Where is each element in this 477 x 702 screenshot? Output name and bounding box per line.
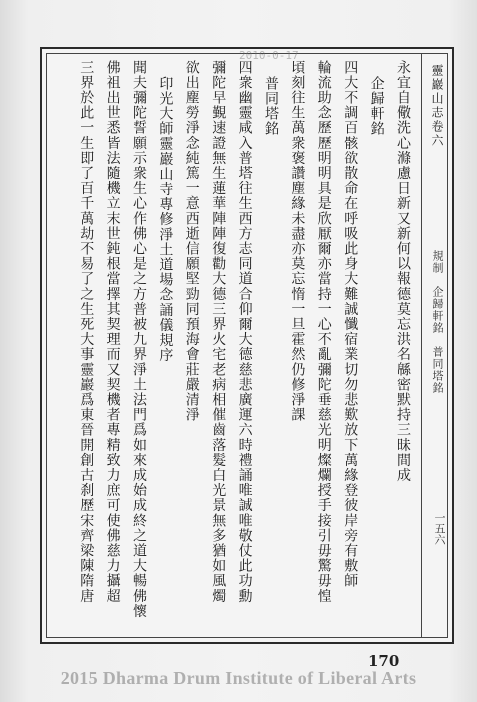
section-title: 規制 企歸軒銘 普同塔銘 [431,250,444,394]
text-column: 輪流助念歷歷明明具是欣厭爾亦當持一心不亂彌陀垂慈光明燦爛授手接引毋驚毋惶 [315,60,332,604]
heading-column: 普同塔銘 [263,76,279,137]
margin-column [421,54,454,637]
date-stamp: 2010-0-17 [239,49,299,62]
margin-page-number: 一五六 [433,512,446,545]
text-column: 四衆幽靈咸入普塔往生西方志同道合仰爾大德慈悲廣運六時禮誦唯誠唯敬仗此功勳 [236,60,253,604]
running-title: 靈巖山志卷六 [430,64,444,148]
heading-column: 企歸軒銘 [368,76,385,137]
text-frame-inner [46,53,448,638]
text-frame [40,47,454,644]
text-column: 佛祖出世悉皆法隨機立末世鈍根當擇其契理而又契機者專精致力庶可使佛慈力攝超 [104,60,121,604]
text-column: 彌陀早覲速證無生蓮華陣陣復勸大德三界火宅老病相催齒落髮白光景無多猶如風燭 [210,60,227,604]
heading-column: 印光大師靈巖山寺專修淨土道場念誦儀規序 [157,76,174,363]
page-number: 170 [368,652,400,670]
text-column: 永宜自儆洗心滌慮日新又新何以報德莫忘洪名緜密默持三昧間成 [395,60,411,483]
text-column: 三界於此一生即了百千萬劫不易了之生死大事靈巖爲東晉開創古刹歷宋齊梁陳隋唐 [78,60,95,604]
text-column: 四大不調百骸欲散命在呼吸此身大難誠懺宿業切勿悲歎放下萬緣登彼岸旁有敷師 [342,60,359,589]
text-column: 欲出塵勞淨念純篤一意西逝信願堅勁同預海會莊嚴清淨 [183,60,200,423]
watermark: 2015 Dharma Drum Institute of Liberal Arts [60,668,417,688]
text-column: 聞夫彌陀誓願示衆生心作佛心是之方普被九界淨土法門爲如來成始成終之道大暢佛懷 [131,60,147,619]
text-column: 頃刻往生萬衆褒讚塵緣未盡亦莫忘惰一旦霍然仍修淨課 [289,60,306,423]
